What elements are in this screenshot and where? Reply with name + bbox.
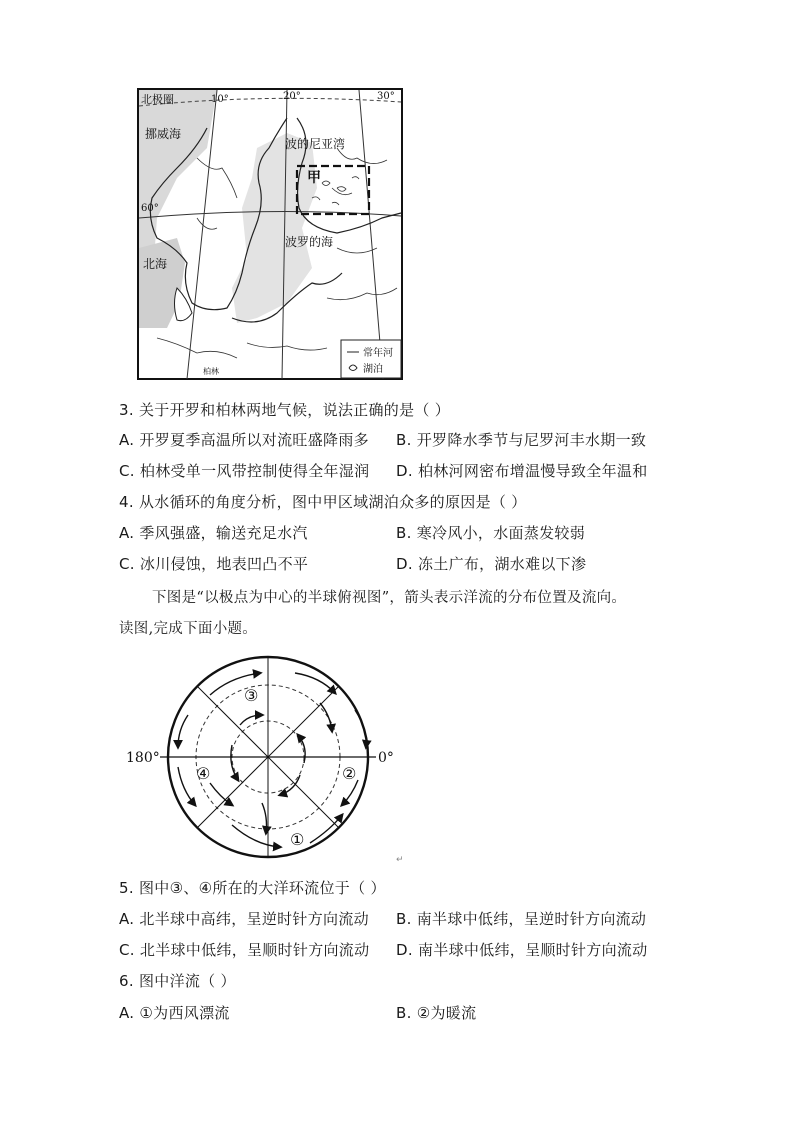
q5-option-d: D. 南半球中低纬，呈顺时针方向流动 (396, 941, 648, 959)
intro-line-1: 下图是“以极点为中心的半球俯视图”，箭头表示洋流的分布位置及流向。 (152, 590, 627, 606)
q3-option-c: C. 柏林受单一风带控制使得全年湿润 (119, 462, 370, 480)
legend-lake-label: 湖泊 (363, 364, 383, 375)
legend-river-label: 常年河 (363, 348, 393, 359)
marker-4: ④ (196, 764, 211, 783)
q4-option-d: D. 冻土广布，湖水难以下渗 (396, 555, 587, 573)
q4-stem: 4. 从水循环的角度分析，图中甲区域湖泊众多的原因是（ ） (119, 493, 527, 511)
baltic-sea-label: 波罗的海 (285, 235, 334, 249)
lon-0-label: 0° (378, 750, 394, 766)
baltic-region-map (137, 88, 403, 380)
q3-option-d: D. 柏林河网密布增温慢导致全年温和 (396, 462, 648, 480)
lon-180-label: 180° (126, 750, 160, 766)
q6-stem: 6. 图中洋流（ ） (119, 972, 236, 990)
berlin-label: 柏林 (203, 367, 219, 376)
q4-option-c: C. 冰川侵蚀，地表凹凸不平 (119, 555, 309, 573)
norwegian-sea-label: 挪威海 (145, 127, 182, 141)
return-mark: ↵ (396, 855, 404, 865)
marker-2: ② (342, 764, 357, 783)
jia-region-label: 甲 (307, 170, 321, 186)
gulf-of-bothnia-label: 波的尼亚湾 (285, 137, 346, 151)
polar-ocean-current-diagram (120, 655, 410, 860)
q3-stem: 3. 关于开罗和柏林两地气候，说法正确的是（ ） (119, 401, 451, 419)
q5-option-a: A. 北半球中高纬，呈逆时针方向流动 (119, 910, 369, 928)
q3-option-b: B. 开罗降水季节与尼罗河丰水期一致 (396, 431, 647, 449)
north-sea-label: 北海 (143, 257, 168, 271)
intro-line-2: 读图,完成下面小题。 (119, 621, 258, 637)
lon-30-label: 30° (377, 91, 395, 102)
lon-20-label: 20° (283, 91, 301, 102)
marker-3: ③ (244, 686, 259, 705)
q4-option-a: A. 季风强盛，输送充足水汽 (119, 524, 308, 542)
marker-1: ① (290, 830, 305, 849)
q5-option-b: B. 南半球中低纬，呈逆时针方向流动 (396, 910, 647, 928)
q4-option-b: B. 寒冷风小，水面蒸发较弱 (396, 524, 586, 542)
q5-option-c: C. 北半球中低纬，呈顺时针方向流动 (119, 941, 370, 959)
q5-stem: 5. 图中③、④所在的大洋环流位于（ ） (119, 879, 386, 897)
arctic-circle-label: 北极圈 (141, 93, 174, 106)
lat-60-label: 60° (141, 203, 159, 214)
q6-option-a: A. ①为西风漂流 (119, 1004, 230, 1022)
q6-option-b: B. ②为暖流 (396, 1004, 477, 1022)
lon-10-label: 10° (211, 94, 229, 105)
q3-option-a: A. 开罗夏季高温所以对流旺盛降雨多 (119, 431, 369, 449)
